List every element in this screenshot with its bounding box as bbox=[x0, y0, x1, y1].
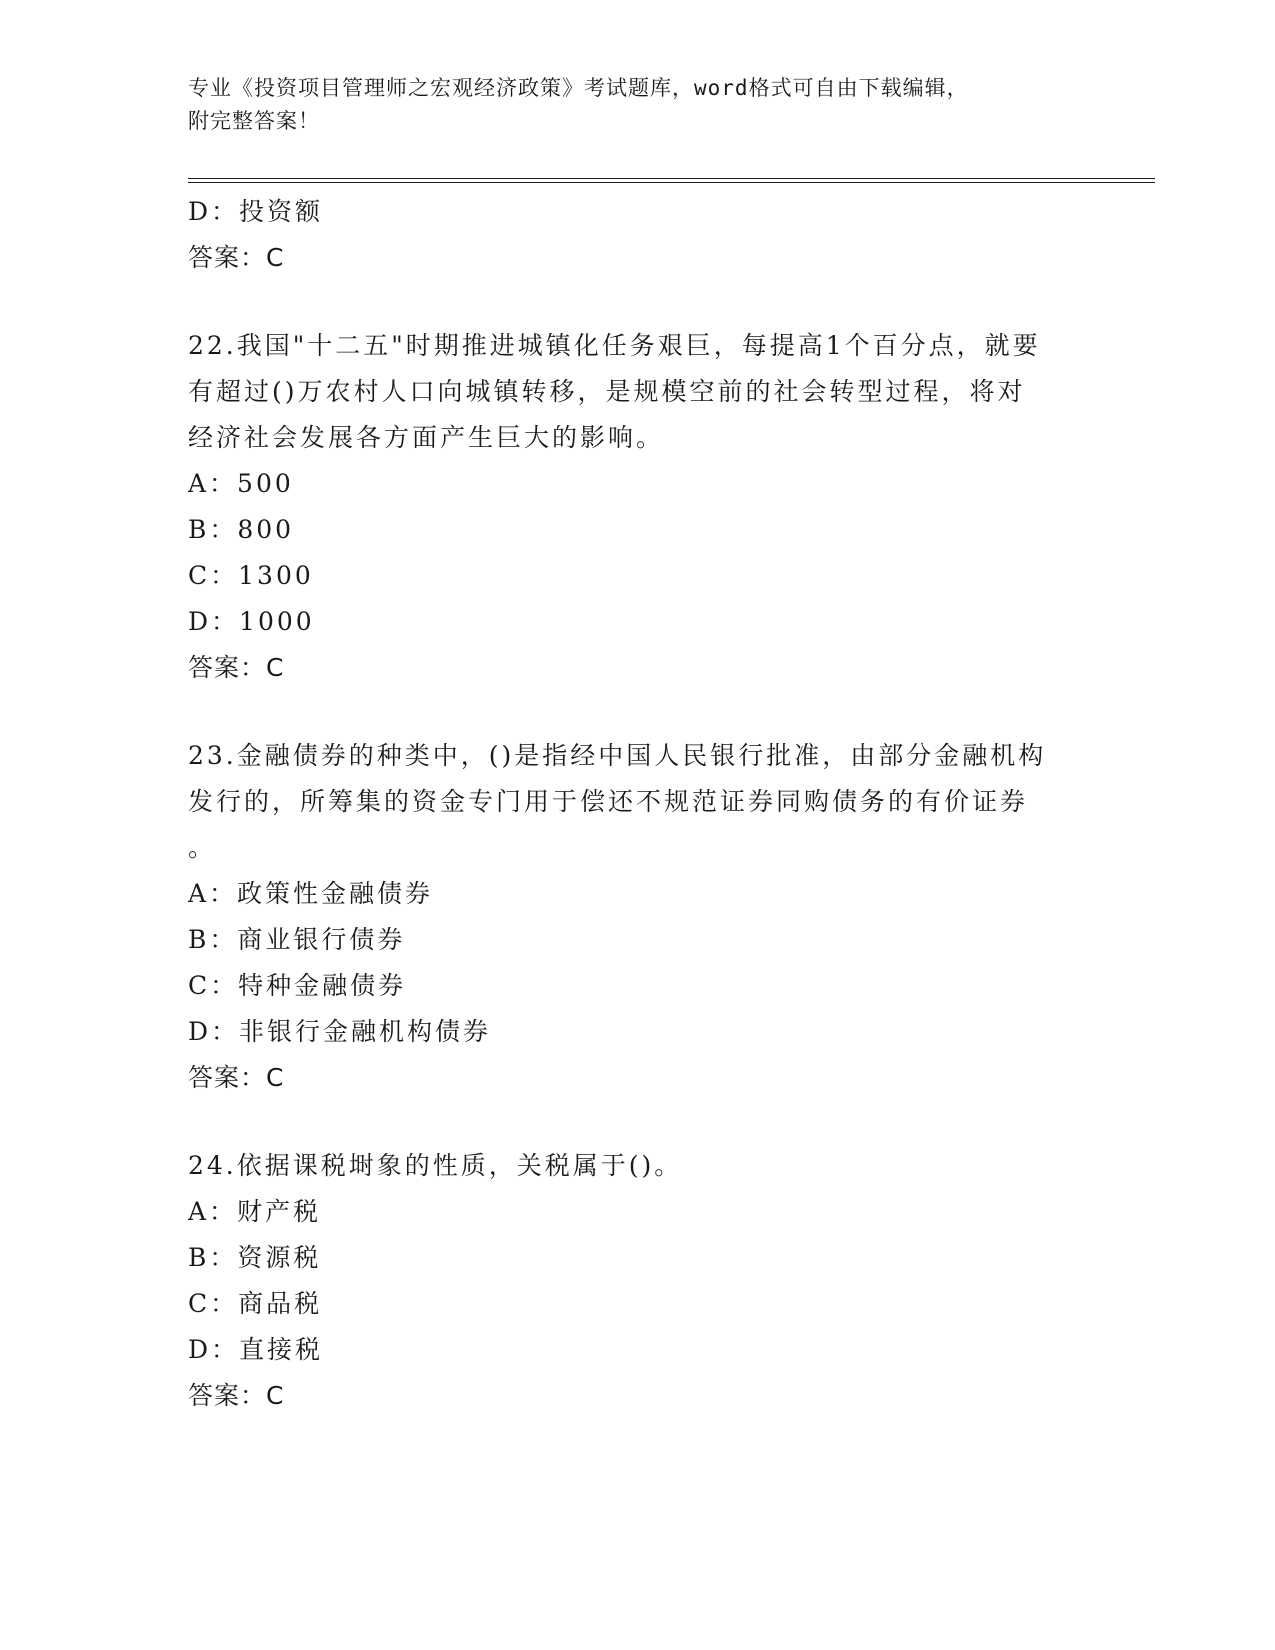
header-divider bbox=[188, 178, 1155, 183]
option-d: D：1000 bbox=[188, 607, 315, 636]
option-c: C：1300 bbox=[188, 561, 314, 590]
option-a: A：500 bbox=[188, 469, 294, 498]
question-text-line: 23.金融债券的种类中，()是指经中国人民银行批准，由部分金融机构 bbox=[188, 741, 1047, 770]
question-text-line: 22.我国"十二五"时期推进城镇化任务艰巨，每提高1个百分点，就要 bbox=[188, 331, 1041, 360]
option-b: B：800 bbox=[188, 515, 295, 544]
document-body bbox=[188, 189, 1088, 1419]
question-text-line: 有超过()万农村人口向城镇转移，是规模空前的社会转型过程，将对 bbox=[188, 377, 1026, 406]
option-d: D：直接税 bbox=[188, 1335, 324, 1364]
question-text-line: 。 bbox=[188, 833, 217, 862]
question-23 bbox=[188, 733, 1088, 1101]
answer-line: 答案：C bbox=[188, 653, 285, 682]
answer-line: 答案：C bbox=[188, 243, 285, 272]
option-c: C：特种金融债券 bbox=[188, 971, 407, 1000]
option-a: A：财产税 bbox=[188, 1197, 322, 1226]
option-c: C：商品税 bbox=[188, 1289, 323, 1318]
answer-line: 答案：C bbox=[188, 1063, 285, 1092]
header-line-2: 附完整答案！ bbox=[188, 109, 320, 133]
page-header bbox=[188, 72, 1088, 138]
question-24 bbox=[188, 1143, 1088, 1419]
question-22 bbox=[188, 323, 1088, 691]
option-b: B：资源税 bbox=[188, 1243, 322, 1272]
header-line-1: 专业《投资项目管理师之宏观经济政策》考试题库，word格式可自由下载编辑， bbox=[188, 76, 969, 100]
question-text-line: 发行的，所筹集的资金专门用于偿还不规范证券同购债务的有价证券 bbox=[188, 787, 1029, 816]
question-text-line: 经济社会发展各方面产生巨大的影响。 bbox=[188, 423, 665, 452]
answer-line: 答案：C bbox=[188, 1381, 285, 1410]
option-d: D：非银行金融机构债券 bbox=[188, 1017, 492, 1046]
question-text-line: 24.依据课税埘象的性质，关税属于()。 bbox=[188, 1151, 683, 1180]
option-d: D：投资额 bbox=[188, 197, 324, 226]
question-continuation bbox=[188, 189, 1088, 281]
option-a: A：政策性金融债券 bbox=[188, 879, 434, 908]
option-b: B：商业银行债券 bbox=[188, 925, 406, 954]
